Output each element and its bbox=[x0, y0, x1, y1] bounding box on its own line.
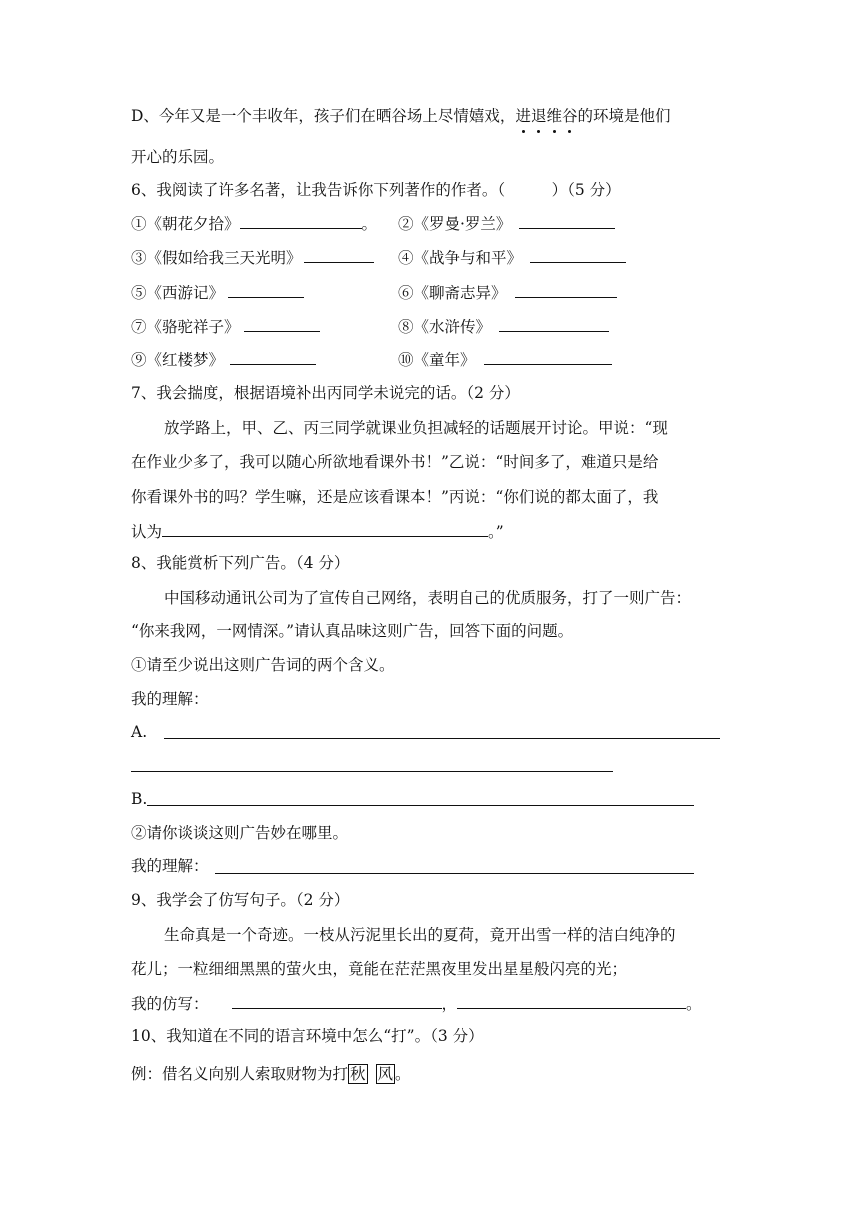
q8-understanding-label: 我的理解： bbox=[131, 690, 209, 708]
option-d-text: D、今年又是一个丰收年，孩子们在晒谷场上尽情嬉戏， bbox=[131, 107, 516, 125]
q6-book-8: ⑧《水浒传》 bbox=[398, 316, 609, 337]
q9-imitate-line: 我的仿写： ， 。 bbox=[131, 995, 702, 1013]
answer-blank[interactable] bbox=[530, 247, 626, 263]
q10-title: 10、我知道在不同的语言环境中怎么“打”。（3 分） bbox=[131, 1027, 484, 1045]
q6-book-9: ⑨《红楼梦》 bbox=[131, 349, 316, 370]
answer-blank[interactable] bbox=[519, 213, 615, 229]
q9-paragraph-2: 花儿；一粒细细黑黑的萤火虫，竟能在茫茫黑夜里发出星星般闪亮的光； bbox=[131, 960, 628, 978]
dotted-char-4: 谷 bbox=[562, 107, 578, 125]
q9-paragraph-1: 生命真是一个奇迹。一枝从污泥里长出的夏荷，竟开出雪一样的洁白纯净的 bbox=[164, 926, 676, 944]
q6-book-10: ⑩《童年》 bbox=[398, 349, 612, 370]
q7-title: 7、我会揣度，根据语境补出丙同学未说完的话。（2 分） bbox=[131, 384, 520, 402]
q6-book-5: ⑤《西游记》 bbox=[131, 282, 304, 303]
answer-blank[interactable] bbox=[515, 282, 617, 298]
q8-sub-question-1: ①请至少说出这则广告词的两个含义。 bbox=[131, 656, 395, 674]
q8-paragraph-1: 中国移动通讯公司为了宣传自己网络，表明自己的优质服务，打了一则广告： bbox=[164, 589, 692, 607]
answer-line-a2[interactable] bbox=[131, 771, 613, 772]
answer-blank[interactable] bbox=[244, 316, 320, 332]
q10-example: 例：借名义向别人索取财物为打 秋 风 。 bbox=[131, 1065, 411, 1083]
answer-blank[interactable] bbox=[232, 993, 442, 1009]
q6-book-2: ②《罗曼·罗兰》 bbox=[398, 213, 615, 234]
answer-blank[interactable] bbox=[304, 247, 374, 263]
answer-line-2[interactable] bbox=[215, 873, 694, 874]
answer-line-b[interactable] bbox=[147, 805, 694, 806]
answer-blank[interactable] bbox=[228, 282, 304, 298]
q6-book-4: ④《战争与和平》 bbox=[398, 247, 626, 268]
q8-sub-question-2: ②请你谈谈这则广告妙在哪里。 bbox=[131, 824, 349, 842]
dotted-char-3: 维 bbox=[546, 107, 562, 125]
answer-blank[interactable] bbox=[240, 213, 362, 229]
q9-title: 9、我学会了仿写句子。（2 分） bbox=[131, 891, 350, 909]
q6-book-3: ③《假如给我三天光明》 bbox=[131, 247, 374, 268]
q8-answer-a-label: A. bbox=[131, 723, 148, 741]
dotted-char-2: 退 bbox=[531, 107, 547, 125]
boxed-char-2: 风 bbox=[377, 1065, 394, 1083]
answer-blank[interactable] bbox=[499, 316, 609, 332]
q8-understanding-label-2: 我的理解： bbox=[131, 857, 209, 875]
option-d-line1 bbox=[131, 106, 671, 126]
option-d-line2: 开心的乐园。 bbox=[131, 148, 225, 166]
answer-blank[interactable] bbox=[484, 349, 612, 365]
q6-title: 6、我阅读了许多名著，让我告诉你下列著作的作者。（ ）（5 分） bbox=[131, 181, 621, 199]
q7-paragraph-2: 在作业少多了，我可以随心所欲地看课外书！”乙说：“时间多了，难道只是给 bbox=[131, 453, 659, 471]
q8-answer-b-label: B. bbox=[131, 790, 148, 808]
boxed-char-1: 秋 bbox=[350, 1065, 366, 1083]
q6-book-6: ⑥《聊斋志异》 bbox=[398, 282, 617, 303]
q7-paragraph-3: 你看课外书的吗？学生嘛，还是应该看课本！”丙说：“你们说的都太面了，我 bbox=[131, 488, 659, 506]
q8-title: 8、我能赏析下列广告。（4 分） bbox=[131, 554, 350, 572]
dotted-char-1: 进 bbox=[515, 107, 531, 125]
q6-book-7: ⑦《骆驼祥子》 bbox=[131, 316, 320, 337]
option-d-text-end: 的环境是他们 bbox=[577, 107, 671, 125]
answer-blank[interactable] bbox=[230, 349, 316, 365]
answer-blank[interactable] bbox=[457, 993, 686, 1009]
q8-paragraph-2: “你来我网，一网情深。”请认真品味这则广告，回答下面的问题。 bbox=[131, 622, 574, 640]
answer-blank[interactable] bbox=[162, 521, 488, 537]
q7-answer-line: 认为 。” bbox=[131, 523, 504, 541]
q6-book-1: ①《朝花夕拾》 。 bbox=[131, 215, 378, 233]
answer-line-a[interactable] bbox=[164, 738, 720, 739]
q7-paragraph-1: 放学路上，甲、乙、丙三同学就课业负担减轻的话题展开讨论。甲说：“现 bbox=[164, 419, 668, 437]
